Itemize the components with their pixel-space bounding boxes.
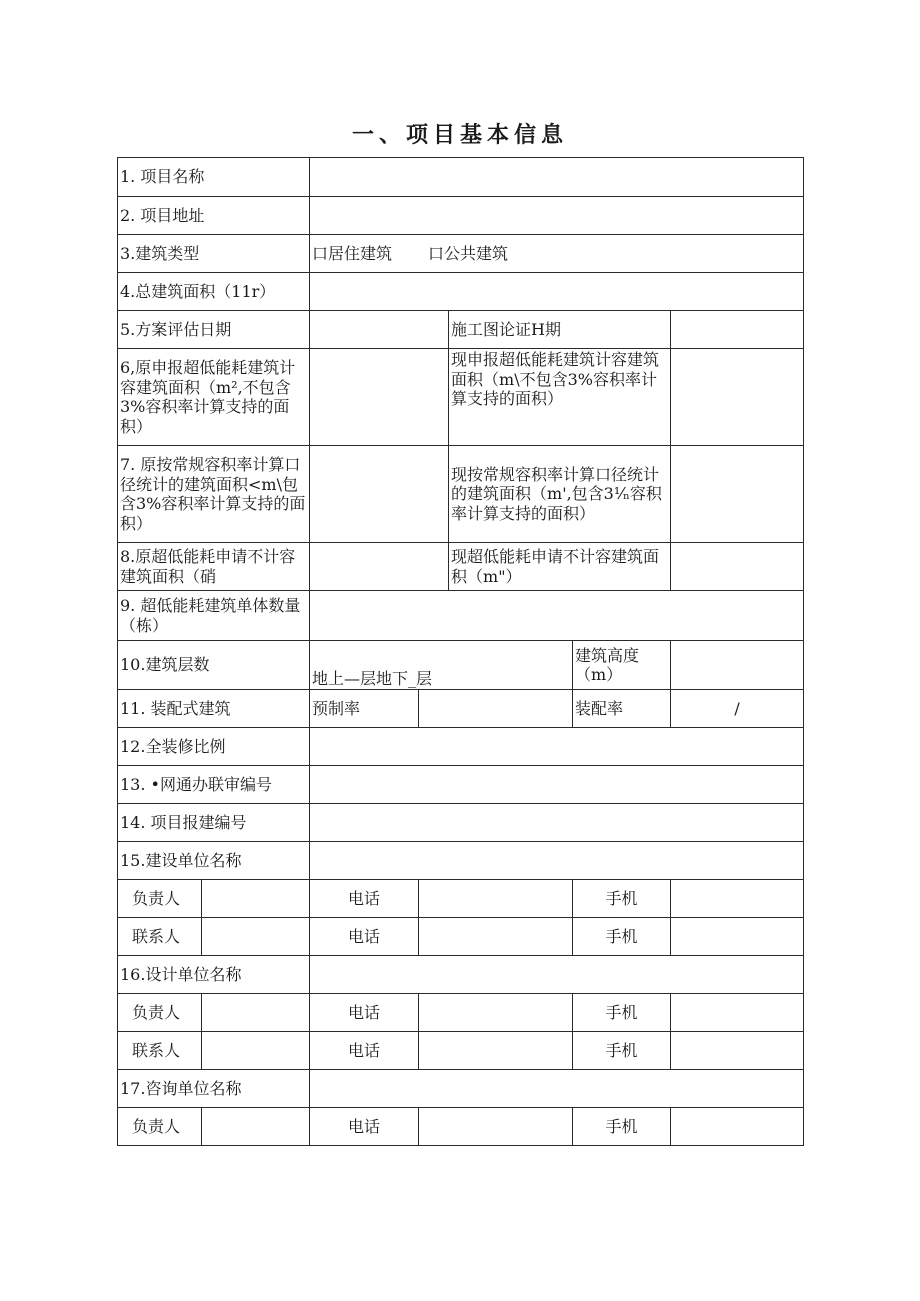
prefab-rate-field[interactable] [419,690,573,728]
builder-contact-mobile-label: 手机 [573,918,671,956]
public-building-checkbox[interactable]: 口公共建筑 [428,243,509,263]
builder-person-phone-field[interactable] [419,880,573,918]
builder-contact-field[interactable] [202,918,310,956]
designer-contact-field[interactable] [202,1032,310,1070]
assembly-rate-label: 装配率 [573,690,671,728]
consultant-name-field[interactable] [310,1070,804,1108]
current-conventional-area-field[interactable] [671,446,804,543]
floors-label: 10.建筑层数 [118,641,310,690]
permit-number-field[interactable] [310,804,804,842]
residential-checkbox[interactable]: 口居住建筑 [312,243,393,263]
consultant-person-mobile-field[interactable] [671,1108,804,1146]
designer-contact-label: 联系人 [118,1032,202,1070]
consultant-person-label: 负责人 [118,1108,202,1146]
original-area-label: 6,原申报超低能耗建筑计容建筑面积（m²,不包含3%容积率计算支持的面积） [118,349,310,446]
scheme-date-field[interactable] [310,311,449,349]
project-name-label: 1. 项目名称 [118,158,310,197]
total-area-label: 4.总建筑面积（11r） [118,273,310,311]
designer-person-field[interactable] [202,994,310,1032]
building-count-label: 9. 超低能耗建筑单体数量（栋） [118,591,310,641]
builder-person-field[interactable] [202,880,310,918]
current-excluded-area-label: 现超低能耗申请不计容建筑面积（m"） [449,543,671,591]
designer-name-field[interactable] [310,956,804,994]
builder-contact-mobile-field[interactable] [671,918,804,956]
builder-name-label: 15.建设单位名称 [118,842,310,880]
builder-contact-label: 联系人 [118,918,202,956]
designer-contact-phone-label: 电话 [310,1032,419,1070]
current-area-field[interactable] [671,349,804,446]
designer-contact-mobile-label: 手机 [573,1032,671,1070]
builder-person-label: 负责人 [118,880,202,918]
project-address-label: 2. 项目地址 [118,197,310,235]
assembly-rate-field[interactable]: / [671,690,804,728]
building-height-label: 建筑高度（m） [573,641,671,690]
designer-contact-phone-field[interactable] [419,1032,573,1070]
builder-person-phone-label: 电话 [310,880,419,918]
consultant-person-phone-field[interactable] [419,1108,573,1146]
designer-contact-mobile-field[interactable] [671,1032,804,1070]
original-conventional-area-field[interactable] [310,446,449,543]
original-excluded-area-field[interactable] [310,543,449,591]
designer-person-mobile-label: 手机 [573,994,671,1032]
original-area-field[interactable] [310,349,449,446]
current-area-label: 现申报超低能耗建筑计容建筑面积（m\不包含3%容积率计算支持的面积） [449,349,671,446]
builder-name-field[interactable] [310,842,804,880]
builder-person-mobile-field[interactable] [671,880,804,918]
prefab-label: 11. 装配式建筑 [118,690,310,728]
designer-person-phone-label: 电话 [310,994,419,1032]
project-address-field[interactable] [310,197,804,235]
builder-contact-phone-field[interactable] [419,918,573,956]
original-conventional-area-label: 7. 原按常规容积率计算口径统计的建筑面积<m\包含3%容积率计算支持的面积） [118,446,310,543]
renovation-ratio-field[interactable] [310,728,804,766]
renovation-ratio-label: 12.全装修比例 [118,728,310,766]
designer-person-label: 负责人 [118,994,202,1032]
original-excluded-area-label: 8.原超低能耗申请不计容建筑面积（硝 [118,543,310,591]
consultant-person-field[interactable] [202,1108,310,1146]
designer-person-mobile-field[interactable] [671,994,804,1032]
current-excluded-area-field[interactable] [671,543,804,591]
total-area-field[interactable] [310,273,804,311]
drawing-date-field[interactable] [671,311,804,349]
review-number-field[interactable] [310,766,804,804]
building-type-label: 3.建筑类型 [118,235,310,273]
building-count-field[interactable] [310,591,804,641]
scheme-date-label: 5.方案评估日期 [118,311,310,349]
floors-field[interactable]: 地上—层地下_层 [310,641,573,690]
consultant-name-label: 17.咨询单位名称 [118,1070,310,1108]
review-number-label: 13. •网通办联审编号 [118,766,310,804]
consultant-person-phone-label: 电话 [310,1108,419,1146]
current-conventional-area-label: 现按常规容积率计算口径统计的建筑面积（m',包含3¹⁄ₙ容积率计算支持的面积） [449,446,671,543]
project-name-field[interactable] [310,158,804,197]
drawing-date-label: 施工图论证H期 [449,311,671,349]
page-title: 一、项目基本信息 [351,122,568,148]
designer-person-phone-field[interactable] [419,994,573,1032]
building-height-field[interactable] [671,641,804,690]
consultant-person-mobile-label: 手机 [573,1108,671,1146]
prefab-rate-label: 预制率 [310,690,419,728]
project-info-table [117,157,804,1146]
builder-contact-phone-label: 电话 [310,918,419,956]
builder-person-mobile-label: 手机 [573,880,671,918]
permit-number-label: 14. 项目报建编号 [118,804,310,842]
building-type-options [310,235,804,273]
designer-name-label: 16.设计单位名称 [118,956,310,994]
